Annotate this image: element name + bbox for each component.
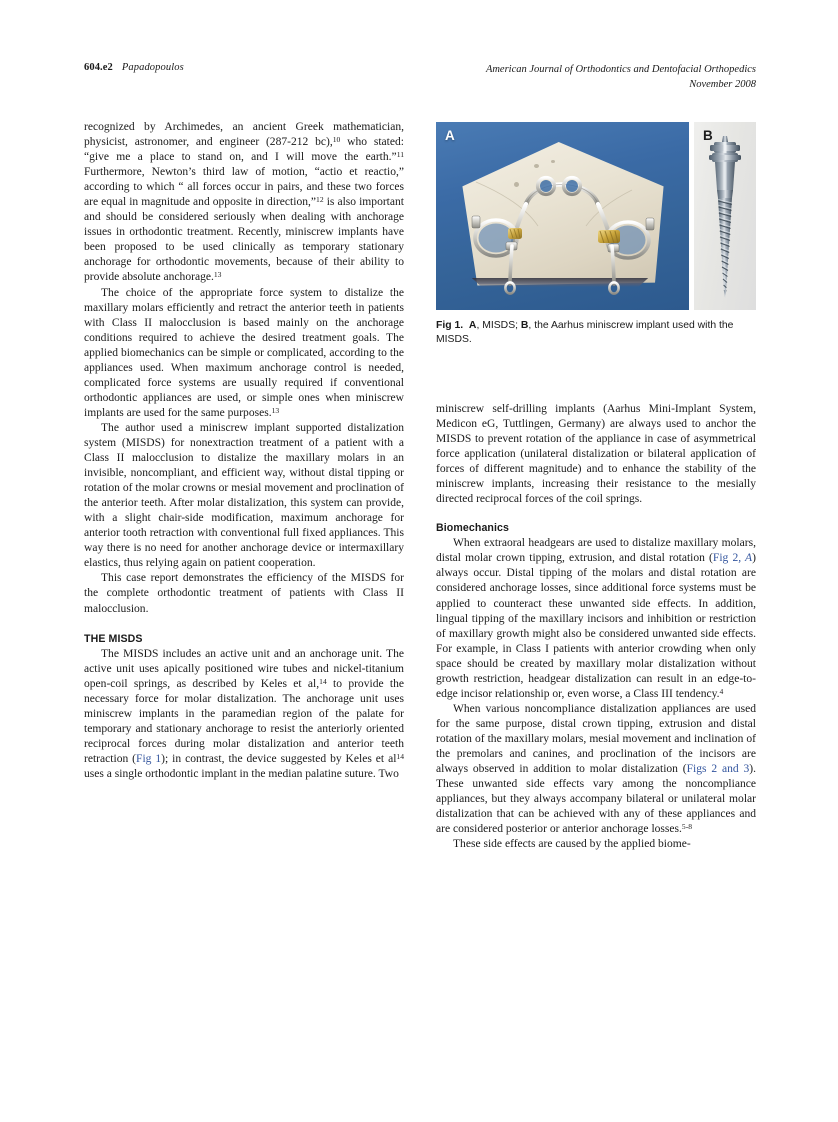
paragraph-noncompliance-appliances xyxy=(436,702,756,837)
footnote-ref-11[interactable]: 11 xyxy=(396,149,404,159)
running-head-left xyxy=(84,62,184,73)
plaster-cast xyxy=(456,142,670,290)
figure-panel-a xyxy=(436,122,689,310)
running-head xyxy=(84,62,756,106)
paragraph-force-system xyxy=(84,286,404,421)
paragraph-side-effects-cause: These side effects are caused by the applied biome- xyxy=(453,838,691,851)
text-run: uses a single orthodontic implant in the median palatine suture. Two xyxy=(84,767,399,780)
paragraph-misds-intro: The author used a miniscrew implant supported distalization system (MISDS) for nonextraction treatment of a patient with a Class II malocclusion to distalize the maxillary molars in an invisible, noncompliant, and efficient way, without distal tipping or rotation of the molar crowns or mesial movement and proclination of the anterior teeth. After molar distalization, this system can provide, with a slight chair-side modification, maximum anchorage for anterior tooth retraction with conventional full fixed appliances. This way there is no need for another anchorage device or intermaxillary elastics, thus relying again on patient cooperation. xyxy=(84,421,404,570)
footnote-ref-5-8[interactable]: 5-8 xyxy=(681,822,693,832)
running-head-right xyxy=(486,62,756,92)
footnote-ref-13[interactable]: 13 xyxy=(213,270,222,280)
coil-spring-left xyxy=(508,228,522,239)
footnote-ref-14[interactable]: 14 xyxy=(319,676,327,686)
paragraph-archimedes xyxy=(84,120,404,286)
figure-1 xyxy=(436,122,756,347)
caption-panel-b-tag: B xyxy=(520,320,529,331)
paragraph-selfdrilling-implants: miniscrew self-drilling implants (Aarhus Mini-Implant System, Medicon eG, Tuttlingen, Germany) are always used to anchor the MISDS to prevent rotation of the appliance in case of asymmetrical force application (unilateral distalization or bilateral application of forces of different magnitude) and to enhance the stability of the miniscrew implants, increasing their resistance to the mesially directed reciprocal forces of the coil springs. xyxy=(436,403,756,506)
caption-panel-b-text: , the Aarhus miniscrew implant used with the MISDS. xyxy=(436,320,734,346)
figure-1-images xyxy=(436,122,756,310)
figure-link-fig1[interactable]: Fig 1 xyxy=(136,752,162,765)
footnote-ref-10[interactable]: 10 xyxy=(332,134,341,144)
text-run: is also important and should be considered seriously when dealing with anchorage issues in orthodontic treatment. Recently, miniscrew implants have been proposed to be used clinically as temporary stationary anchorage for orthodontic movements, because of their ability to provide absolute anchorage. xyxy=(84,196,405,284)
footnote-ref-12[interactable]: 12 xyxy=(316,195,324,205)
text-run: ). These unwanted side effects vary among the noncompliance appliances, but they always accompany bilateral or unilateral molar distalization that can be achieved with any of these appliances and are considered posterior or anterior anchorage losses. xyxy=(436,763,757,836)
caption-panel-a-tag: A xyxy=(468,320,477,331)
figure-link-figs23[interactable]: Figs 2 and 3 xyxy=(686,763,750,776)
figure-link-fig2-panel[interactable]: , A xyxy=(738,552,753,565)
coil-spring-right xyxy=(598,230,620,243)
footnote-ref-13b[interactable]: 13 xyxy=(271,405,280,415)
text-run: The MISDS includes an active unit and an anchorage unit. The active unit uses apically positioned wire tubes and nickel-titanium open-coil springs, as described by Keles et al, xyxy=(84,647,404,690)
panel-b-label: B xyxy=(703,128,713,143)
footnote-ref-14b[interactable]: 14 xyxy=(396,751,404,761)
text-run: The choice of the appropriate force system to distalize the maxillary molars efficiently and retract the anterior teeth in patients with Class II malocclusion is based mainly on the anchorage conditions required to achieve the desired treatment goals. The applied biomechanics can be simple or complicated, according to the appliances used. When maximum anchorage control is needed, complicated force systems are usually required if conventional orthodontic appliances are used, or simple ones when miniscrew implants are used for the same purposes. xyxy=(84,286,404,419)
journal-title: American Journal of Orthodontics and Dentofacial Orthopedics xyxy=(485,64,756,75)
figure-link-fig2[interactable]: Fig 2 xyxy=(712,552,739,565)
panel-a-label: A xyxy=(445,128,455,143)
text-run: recognized by Archimedes, an ancient Greek mathematician, physicist, astronomer, and engineer (287-212 bc), xyxy=(84,121,404,149)
heading-the-misds: THE MISDS xyxy=(84,632,143,645)
text-run: to provide the necessary force for molar distalization. The anchorage unit uses miniscrew implants in the paramedian region of the palate for temporary and stationary anchorage to resist the anteriorly oriented reciprocal forces during molar distalization and anterior teeth retraction ( xyxy=(84,677,404,765)
text-run: When various noncompliance distalization appliances are used for the same purpose, distal crown tipping, extrusion and distal rotation of the maxillary molars, mesial movement and inclination of the premolars and canines, and proclination of the incisors are always observed in addition to molar distalization ( xyxy=(436,702,756,776)
left-column xyxy=(84,120,404,782)
paragraph-case-report: This case report demonstrates the efficiency of the MISDS for the complete orthodontic treatment of patients with Class II malocclusion. xyxy=(84,572,404,615)
caption-figure-number: Fig 1. xyxy=(436,320,464,331)
misds-appliance-wireframe xyxy=(456,142,670,290)
figure-panel-b xyxy=(694,122,756,310)
text-run: ) always occur. Distal tipping of the molars and distal rotation are considered anchorage losses, since additional force systems must be applied to counteract these unwanted side effects. In addition, lingual tipping of the maxillary incisors and inhibition or restriction of maxillary growth might also be considered unwanted side effects. For example, in Class I patients with anterior crowding when only space should be created by maxillary molar distalization without growth restriction, headgear distalization can result in an edge-to-edge incisor relationship or, even worse, a Class III tendency. xyxy=(436,552,756,700)
page-folio: 604.e2 xyxy=(84,62,113,73)
caption-panel-a-text: , MISDS; xyxy=(476,320,521,331)
text-run: When extraoral headgears are used to distalize maxillary molars, distal molar crown tipping, extrusion, and distal rotation ( xyxy=(436,537,756,565)
text-run: ); in contrast, the device suggested by Keles et al xyxy=(161,752,397,765)
right-column xyxy=(436,402,756,852)
text-run: who stated: “give me a place to stand on, and I will move the earth.” xyxy=(84,136,404,164)
paragraph-headgear-effects xyxy=(436,536,756,702)
figure-1-caption xyxy=(436,319,756,347)
issue-date: November 2008 xyxy=(689,79,756,90)
aarhus-miniscrew-implant xyxy=(702,134,748,300)
heading-biomechanics: Biomechanics xyxy=(436,522,510,535)
footnote-ref-4[interactable]: 4 xyxy=(719,686,724,696)
running-head-author: Papadopoulos xyxy=(121,62,184,73)
paragraph-misds-units xyxy=(84,647,404,782)
text-run: Furthermore, Newton’s third law of motion, “actio et reactio,” according to which “ all forces occur in pairs, and these two forces are equal in magnitude and opposite in direction,” xyxy=(84,166,404,209)
